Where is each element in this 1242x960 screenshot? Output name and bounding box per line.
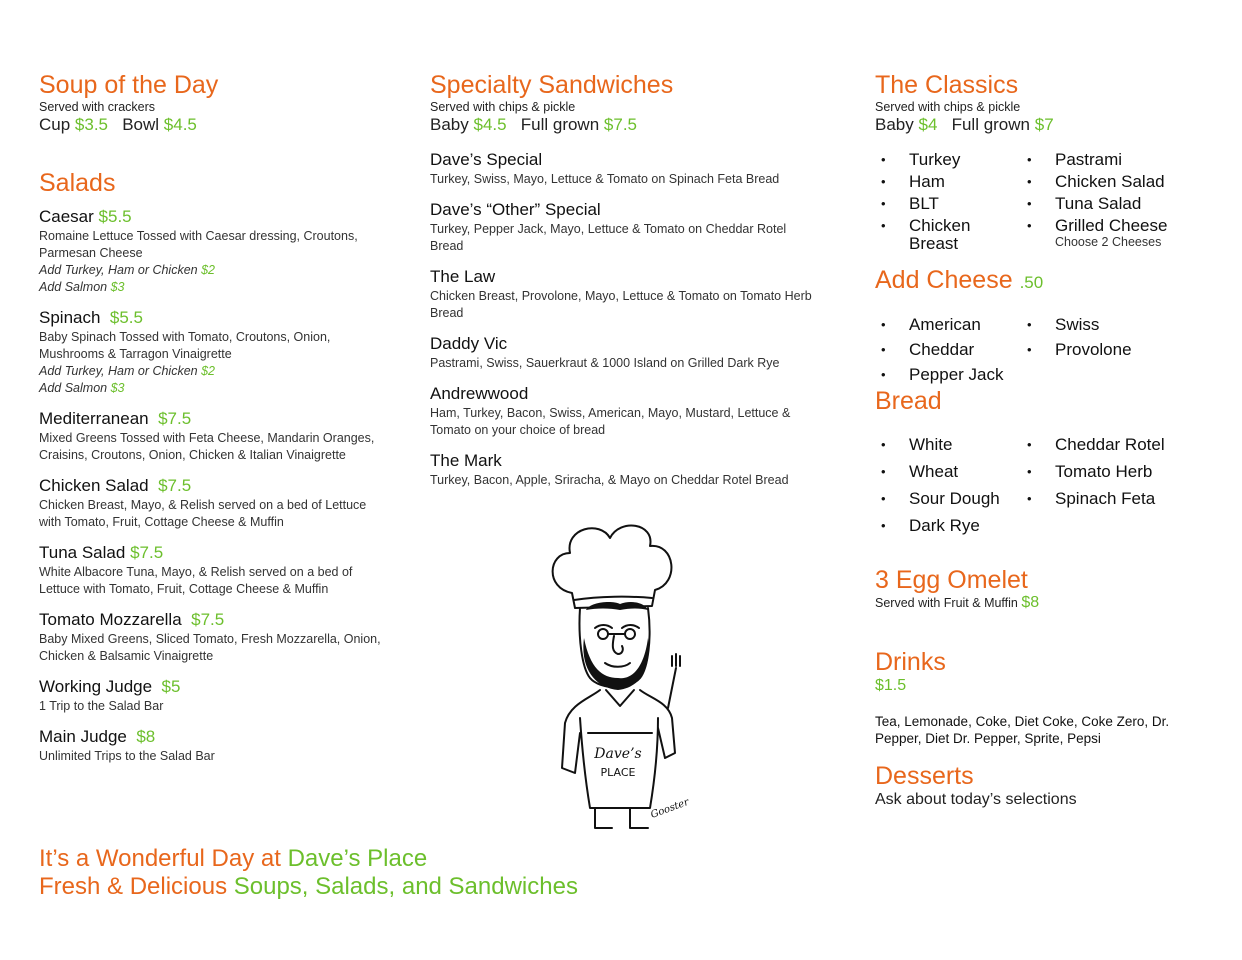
chef-caricature-illustration — [540, 518, 700, 843]
bowl-label: Bowl — [122, 115, 160, 134]
sandwich-desc: Turkey, Pepper Jack, Mayo, Lettuce & Tomato on Cheddar Rotel Bread — [430, 222, 787, 253]
salad-item — [39, 609, 389, 665]
salad-item — [39, 676, 389, 715]
full-label: Full grown — [951, 115, 1030, 134]
list-item: • Ham — [875, 173, 1021, 191]
salad-price: $7.5 — [130, 543, 164, 562]
tagline-line2-a: Fresh & Delicious — [39, 873, 228, 900]
salad-name: Tomato Mozzarella — [39, 610, 182, 629]
sandwich-name: Dave’s Special — [430, 150, 543, 169]
salad-item — [39, 542, 389, 598]
sandwich-name: Daddy Vic — [430, 334, 508, 353]
list-item: • Tuna Salad — [1021, 195, 1191, 213]
list-item: • Provolone — [1021, 341, 1191, 359]
classics-list — [875, 151, 1215, 253]
sandwich-name: The Law — [430, 267, 496, 286]
list-item: • Chicken Breast — [875, 217, 1021, 253]
list-item: • Wheat — [875, 463, 1021, 481]
sandwich-name: The Mark — [430, 451, 502, 470]
salad-price: $7.5 — [158, 409, 192, 428]
soup-note: Served with crackers — [39, 100, 156, 114]
salad-desc: Baby Mixed Greens, Sliced Tomato, Fresh Mozzarella, Onion, Chicken & Balsamic Vinaigrette — [39, 632, 381, 663]
list-item: • BLT — [875, 195, 1021, 213]
full-label: Full grown — [520, 115, 600, 134]
salad-name: Main Judge — [39, 727, 127, 746]
salad-item — [39, 475, 389, 531]
list-item: • White — [875, 436, 1021, 454]
salad-name: Caesar — [39, 207, 94, 226]
sandwich-item — [430, 266, 820, 322]
salad-addon-price: $2 — [201, 263, 216, 277]
salad-desc: Baby Spinach Tossed with Tomato, Croutons, Onion, Mushrooms & Tarragon Vinaigrette — [39, 330, 331, 361]
sandwich-item — [430, 149, 820, 188]
list-item: • Cheddar — [875, 341, 1021, 359]
omelet-price: $8 — [1021, 594, 1040, 611]
sandwich-name: Dave’s “Other” Special — [430, 200, 601, 219]
cup-price: $3.5 — [74, 115, 109, 134]
sandwich-desc: Chicken Breast, Provolone, Mayo, Lettuce & Tomato on Tomato Herb Bread — [430, 289, 812, 320]
specialty-pricing — [430, 115, 820, 135]
bread-title: Bread — [875, 387, 942, 415]
list-item: • Sour Dough — [875, 490, 1021, 508]
salad-price: $5 — [161, 677, 181, 696]
salad-desc: Mixed Greens Tossed with Feta Cheese, Mandarin Oranges, Craisins, Croutons, Onion, Chicken & Italian Vinaigrette — [39, 431, 375, 462]
soup-title: Soup of the Day — [39, 71, 219, 99]
specialty-title: Specialty Sandwiches — [430, 71, 674, 99]
list-item: • Chicken Salad — [1021, 173, 1191, 191]
classics-title: The Classics — [875, 71, 1019, 99]
salad-desc: Unlimited Trips to the Salad Bar — [39, 749, 215, 763]
salad-price: $7.5 — [191, 610, 225, 629]
sandwich-desc: Pastrami, Swiss, Sauerkraut & 1000 Island on Grilled Dark Rye — [430, 356, 780, 370]
tagline — [39, 845, 578, 901]
desserts-title: Desserts — [875, 762, 974, 790]
salad-desc: Chicken Breast, Mayo, & Relish served on a bed of Lettuce with Tomato, Fruit, Cottage Cheese & Muffin — [39, 498, 367, 529]
omelet-title: 3 Egg Omelet — [875, 566, 1028, 594]
baby-price: $4.5 — [473, 115, 507, 134]
list-item: • American — [875, 316, 1021, 334]
cheese-title — [875, 265, 1215, 298]
salad-price: $5.5 — [109, 308, 143, 327]
soup-pricing — [39, 115, 389, 135]
tagline-line2-b: Soups, Salads, and Sandwiches — [233, 873, 578, 900]
desserts-note: Ask about today’s selections — [875, 791, 1077, 808]
baby-label: Baby — [875, 115, 914, 134]
salad-addon: Add Salmon — [39, 280, 108, 294]
drinks-list: Tea, Lemonade, Coke, Diet Coke, Coke Zero, Dr. Pepper, Diet Dr. Pepper, Sprite, Pepsi — [875, 714, 1170, 746]
salad-addon-price: $3 — [110, 280, 125, 294]
salad-addon: Add Turkey, Ham or Chicken — [39, 364, 198, 378]
salad-addon-price: $3 — [110, 381, 125, 395]
sandwich-item — [430, 199, 820, 255]
bread-list — [875, 436, 1215, 535]
classics-note: Served with chips & pickle — [875, 100, 1021, 114]
salad-name: Chicken Salad — [39, 476, 149, 495]
salad-desc: 1 Trip to the Salad Bar — [39, 699, 164, 713]
grilled-cheese-label: Grilled Cheese — [1055, 216, 1168, 235]
salad-item — [39, 726, 389, 765]
cheese-title-text: Add Cheese — [875, 266, 1013, 294]
salad-price: $5.5 — [98, 207, 132, 226]
salad-addon: Add Salmon — [39, 381, 108, 395]
full-price: $7.5 — [603, 115, 637, 134]
cheese-price: .50 — [1019, 273, 1044, 292]
salad-item — [39, 206, 389, 296]
list-item: • Swiss — [1021, 316, 1191, 334]
bowl-price: $4.5 — [163, 115, 197, 134]
salads-title: Salads — [39, 169, 116, 197]
baby-label: Baby — [430, 115, 469, 134]
sandwich-item — [430, 333, 820, 372]
middle-column — [430, 70, 820, 500]
drinks-price: $1.5 — [875, 677, 907, 694]
classics-pricing — [875, 115, 1215, 135]
right-column — [875, 70, 1215, 809]
omelet-note: Served with Fruit & Muffin — [875, 596, 1018, 610]
full-price: $7 — [1034, 115, 1054, 134]
tagline-line1-a: It’s a Wonderful Day at — [39, 845, 281, 872]
salad-desc: Romaine Lettuce Tossed with Caesar dressing, Croutons, Parmesan Cheese — [39, 229, 358, 260]
salad-name: Spinach — [39, 308, 101, 327]
grilled-cheese-note: Choose 2 Cheeses — [1055, 235, 1162, 249]
salad-item — [39, 307, 389, 397]
sandwich-desc: Ham, Turkey, Bacon, Swiss, American, Mayo, Mustard, Lettuce & Tomato on your choice of bread — [430, 406, 791, 437]
specialty-note: Served with chips & pickle — [430, 100, 576, 114]
apron-text-line2: PLACE — [600, 766, 636, 779]
sandwich-desc: Turkey, Bacon, Apple, Sriracha, & Mayo on Cheddar Rotel Bread — [430, 473, 789, 487]
list-item: • Cheddar Rotel — [1021, 436, 1191, 454]
baby-price: $4 — [918, 115, 938, 134]
cup-label: Cup — [39, 115, 71, 134]
list-item: • Spinach Feta — [1021, 490, 1191, 508]
salad-name: Working Judge — [39, 677, 153, 696]
list-item: • Dark Rye — [875, 517, 1021, 535]
salad-price: $8 — [136, 727, 156, 746]
list-item — [1021, 217, 1191, 253]
list-item: • Tomato Herb — [1021, 463, 1191, 481]
cheese-list — [875, 316, 1215, 384]
sandwich-desc: Turkey, Swiss, Mayo, Lettuce & Tomato on Spinach Feta Bread — [430, 172, 780, 186]
tagline-line1-b: Dave’s Place — [287, 845, 428, 872]
salad-name: Mediterranean — [39, 409, 149, 428]
apron-text-line1: Dave’s — [594, 746, 642, 762]
salad-desc: White Albacore Tuna, Mayo, & Relish served on a bed of Lettuce with Tomato, Fruit, Cottage Cheese & Muffin — [39, 565, 353, 596]
list-item: • Pastrami — [1021, 151, 1191, 169]
list-item: • Turkey — [875, 151, 1021, 169]
salad-price: $7.5 — [158, 476, 192, 495]
artist-signature: Gooster — [649, 796, 691, 821]
list-item: • Pepper Jack — [875, 366, 1021, 384]
salad-addon-price: $2 — [201, 364, 216, 378]
salad-addon: Add Turkey, Ham or Chicken — [39, 263, 198, 277]
salad-name: Tuna Salad — [39, 543, 126, 562]
sandwich-item — [430, 383, 820, 439]
left-column — [39, 70, 389, 776]
drinks-title: Drinks — [875, 648, 946, 676]
salad-item — [39, 408, 389, 464]
sandwich-name: Andrewwood — [430, 384, 529, 403]
omelet-line — [875, 595, 1215, 611]
sandwich-item — [430, 450, 820, 489]
